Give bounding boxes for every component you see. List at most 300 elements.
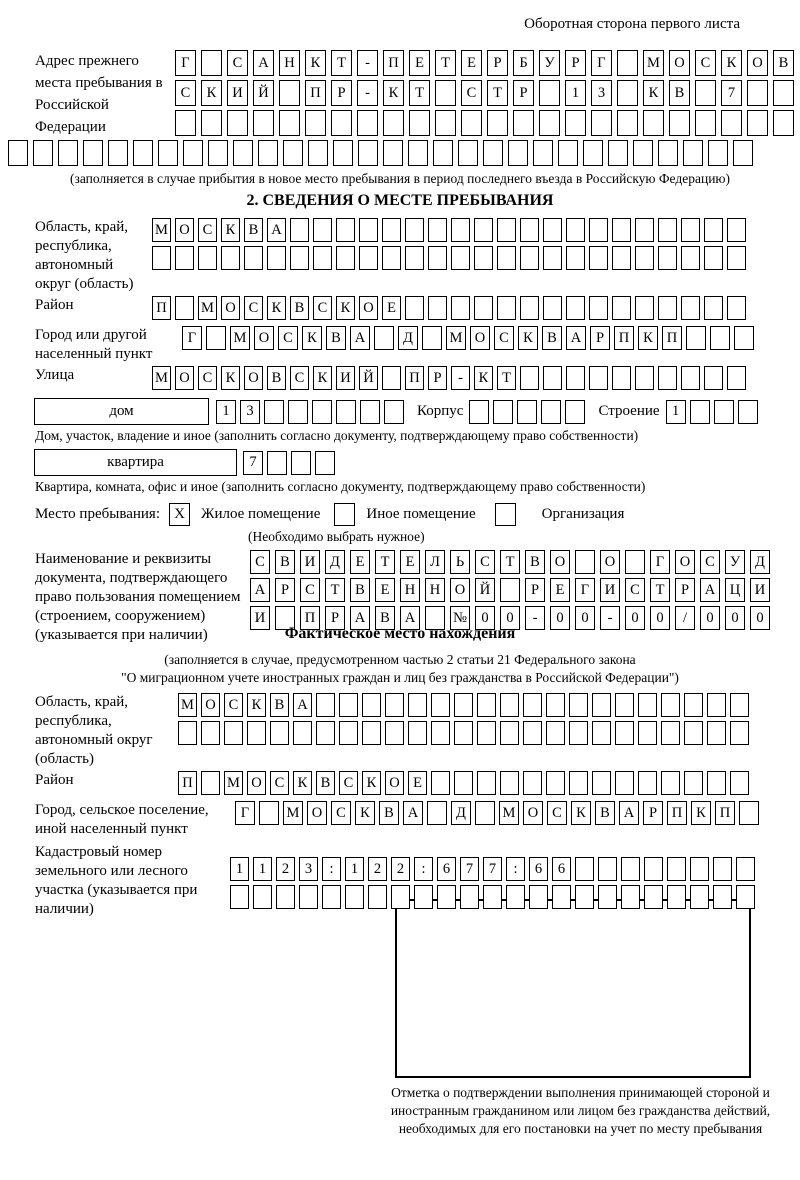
char-box[interactable]: И [250, 606, 270, 630]
char-box[interactable] [279, 80, 300, 106]
char-box[interactable] [727, 296, 746, 320]
char-box[interactable] [566, 366, 585, 390]
char-box[interactable]: С [695, 50, 716, 76]
char-box[interactable] [362, 721, 381, 745]
char-box[interactable] [608, 140, 628, 166]
char-box[interactable]: И [336, 366, 355, 390]
char-box[interactable] [230, 885, 249, 909]
char-box[interactable] [707, 771, 726, 795]
char-box[interactable]: М [230, 326, 250, 350]
char-box[interactable] [543, 246, 562, 270]
char-box[interactable] [474, 296, 493, 320]
char-box[interactable] [458, 140, 478, 166]
char-box[interactable]: К [474, 366, 493, 390]
char-box[interactable] [617, 50, 638, 76]
char-box[interactable]: - [357, 50, 378, 76]
char-box[interactable]: С [244, 296, 263, 320]
char-box[interactable] [635, 246, 654, 270]
char-box[interactable]: К [643, 80, 664, 106]
char-box[interactable]: А [350, 606, 370, 630]
char-box[interactable] [247, 721, 266, 745]
char-box[interactable]: К [302, 326, 322, 350]
char-box[interactable] [385, 721, 404, 745]
char-box[interactable]: 7 [483, 857, 502, 881]
char-box[interactable]: С [198, 366, 217, 390]
char-box[interactable] [681, 218, 700, 242]
char-box[interactable]: 0 [575, 606, 595, 630]
char-box[interactable] [520, 218, 539, 242]
char-box[interactable] [690, 857, 709, 881]
char-box[interactable] [727, 218, 746, 242]
char-box[interactable] [221, 246, 240, 270]
char-box[interactable] [385, 693, 404, 717]
char-box[interactable] [591, 110, 612, 136]
char-box[interactable]: Т [325, 578, 345, 602]
char-box[interactable] [638, 771, 657, 795]
char-box[interactable]: Е [461, 50, 482, 76]
char-box[interactable] [435, 80, 456, 106]
char-box[interactable] [405, 296, 424, 320]
char-box[interactable]: 6 [437, 857, 456, 881]
char-box[interactable]: К [638, 326, 658, 350]
char-box[interactable] [451, 296, 470, 320]
char-box[interactable] [615, 693, 634, 717]
char-box[interactable]: У [725, 550, 745, 574]
char-box[interactable]: Е [382, 296, 401, 320]
char-box[interactable] [661, 721, 680, 745]
char-box[interactable] [408, 721, 427, 745]
char-box[interactable]: О [470, 326, 490, 350]
char-box[interactable] [305, 110, 326, 136]
char-box[interactable]: О [244, 366, 263, 390]
char-box[interactable]: 1 [216, 400, 236, 424]
char-box[interactable]: В [773, 50, 794, 76]
char-box[interactable] [569, 693, 588, 717]
char-box[interactable] [454, 771, 473, 795]
char-box[interactable] [270, 721, 289, 745]
char-box[interactable] [500, 771, 519, 795]
char-box[interactable]: Р [325, 606, 345, 630]
char-box[interactable] [658, 366, 677, 390]
char-box[interactable]: Й [253, 80, 274, 106]
char-box[interactable]: П [305, 80, 326, 106]
char-box[interactable]: С [175, 80, 196, 106]
char-box[interactable] [382, 246, 401, 270]
char-box[interactable]: П [405, 366, 424, 390]
char-box[interactable] [500, 721, 519, 745]
char-box[interactable] [358, 140, 378, 166]
char-box[interactable] [658, 218, 677, 242]
char-box[interactable] [734, 326, 754, 350]
char-box[interactable] [291, 451, 311, 475]
char-box[interactable] [704, 296, 723, 320]
char-box[interactable]: Ь [450, 550, 470, 574]
char-box[interactable] [644, 857, 663, 881]
char-box[interactable]: В [290, 296, 309, 320]
char-box[interactable]: П [662, 326, 682, 350]
char-box[interactable]: А [253, 50, 274, 76]
char-box[interactable] [336, 218, 355, 242]
char-box[interactable]: О [600, 550, 620, 574]
char-box[interactable] [730, 721, 749, 745]
char-box[interactable] [686, 326, 706, 350]
char-box[interactable]: М [152, 366, 171, 390]
char-box[interactable]: Н [400, 578, 420, 602]
char-box[interactable]: 0 [625, 606, 645, 630]
char-box[interactable] [714, 400, 734, 424]
char-box[interactable] [669, 110, 690, 136]
char-box[interactable]: И [600, 578, 620, 602]
char-box[interactable]: № [450, 606, 470, 630]
char-box[interactable] [58, 140, 78, 166]
char-box[interactable] [523, 693, 542, 717]
char-box[interactable] [566, 296, 585, 320]
char-box[interactable] [409, 110, 430, 136]
char-box[interactable] [83, 140, 103, 166]
checkbox-residential[interactable]: X [169, 503, 190, 526]
char-box[interactable] [201, 771, 220, 795]
char-box[interactable]: К [362, 771, 381, 795]
char-box[interactable] [483, 885, 502, 909]
char-box[interactable] [264, 400, 284, 424]
char-box[interactable] [293, 721, 312, 745]
char-box[interactable] [474, 218, 493, 242]
char-box[interactable] [201, 110, 222, 136]
char-box[interactable]: Т [331, 50, 352, 76]
char-box[interactable] [520, 366, 539, 390]
char-box[interactable] [543, 296, 562, 320]
char-box[interactable] [437, 885, 456, 909]
char-box[interactable]: 1 [666, 400, 686, 424]
char-box[interactable]: О [669, 50, 690, 76]
char-box[interactable] [739, 801, 759, 825]
char-box[interactable]: В [542, 326, 562, 350]
char-box[interactable] [730, 693, 749, 717]
char-box[interactable]: Т [500, 550, 520, 574]
char-box[interactable]: К [247, 693, 266, 717]
char-box[interactable] [569, 771, 588, 795]
char-box[interactable]: П [715, 801, 735, 825]
char-box[interactable] [661, 693, 680, 717]
char-box[interactable]: В [275, 550, 295, 574]
char-box[interactable]: С [224, 693, 243, 717]
char-box[interactable] [681, 246, 700, 270]
char-box[interactable] [428, 246, 447, 270]
char-box[interactable]: - [357, 80, 378, 106]
char-box[interactable]: М [499, 801, 519, 825]
char-box[interactable] [339, 721, 358, 745]
char-box[interactable] [543, 366, 562, 390]
char-box[interactable]: В [326, 326, 346, 350]
char-box[interactable] [333, 140, 353, 166]
char-box[interactable]: С [339, 771, 358, 795]
char-box[interactable]: О [254, 326, 274, 350]
char-box[interactable] [612, 246, 631, 270]
char-box[interactable] [598, 885, 617, 909]
char-box[interactable] [454, 721, 473, 745]
char-box[interactable] [575, 857, 594, 881]
char-box[interactable]: О [385, 771, 404, 795]
char-box[interactable]: С [278, 326, 298, 350]
char-box[interactable] [267, 451, 287, 475]
char-box[interactable]: А [250, 578, 270, 602]
char-box[interactable] [617, 110, 638, 136]
char-box[interactable]: 0 [750, 606, 770, 630]
char-box[interactable] [8, 140, 28, 166]
char-box[interactable]: О [523, 801, 543, 825]
char-box[interactable]: В [244, 218, 263, 242]
char-box[interactable]: Л [425, 550, 445, 574]
char-box[interactable] [461, 110, 482, 136]
char-box[interactable] [617, 80, 638, 106]
char-box[interactable] [33, 140, 53, 166]
char-box[interactable]: Е [400, 550, 420, 574]
char-box[interactable]: В [669, 80, 690, 106]
char-box[interactable]: К [293, 771, 312, 795]
char-box[interactable] [667, 857, 686, 881]
char-box[interactable] [345, 885, 364, 909]
char-box[interactable] [198, 246, 217, 270]
char-box[interactable]: О [247, 771, 266, 795]
char-box[interactable]: С [290, 366, 309, 390]
char-box[interactable]: 7 [721, 80, 742, 106]
char-box[interactable]: В [316, 771, 335, 795]
char-box[interactable]: 3 [240, 400, 260, 424]
char-box[interactable] [635, 218, 654, 242]
char-box[interactable] [658, 296, 677, 320]
char-box[interactable] [360, 400, 380, 424]
char-box[interactable] [487, 110, 508, 136]
char-box[interactable]: В [375, 606, 395, 630]
char-box[interactable] [175, 110, 196, 136]
char-box[interactable]: Е [550, 578, 570, 602]
char-box[interactable]: О [359, 296, 378, 320]
char-box[interactable]: К [721, 50, 742, 76]
char-box[interactable]: М [224, 771, 243, 795]
char-box[interactable]: Р [675, 578, 695, 602]
checkbox-other-premises[interactable] [334, 503, 355, 526]
char-box[interactable] [224, 721, 243, 745]
char-box[interactable]: Р [428, 366, 447, 390]
char-box[interactable] [474, 246, 493, 270]
char-box[interactable] [208, 140, 228, 166]
char-box[interactable] [175, 246, 194, 270]
char-box[interactable] [427, 801, 447, 825]
char-box[interactable] [253, 885, 272, 909]
char-box[interactable] [408, 693, 427, 717]
char-box[interactable] [506, 885, 525, 909]
char-box[interactable]: А [619, 801, 639, 825]
char-box[interactable] [359, 218, 378, 242]
char-box[interactable] [708, 140, 728, 166]
char-box[interactable]: П [667, 801, 687, 825]
char-box[interactable] [500, 693, 519, 717]
char-box[interactable]: С [700, 550, 720, 574]
char-box[interactable] [253, 110, 274, 136]
char-box[interactable]: Р [525, 578, 545, 602]
char-box[interactable]: О [450, 578, 470, 602]
char-box[interactable]: О [201, 693, 220, 717]
char-box[interactable] [684, 771, 703, 795]
char-box[interactable] [747, 110, 768, 136]
char-box[interactable]: К [336, 296, 355, 320]
char-box[interactable] [500, 578, 520, 602]
char-box[interactable]: С [331, 801, 351, 825]
char-box[interactable] [108, 140, 128, 166]
char-box[interactable] [644, 885, 663, 909]
char-box[interactable] [497, 246, 516, 270]
char-box[interactable]: С [625, 578, 645, 602]
char-box[interactable]: П [300, 606, 320, 630]
char-box[interactable] [382, 366, 401, 390]
char-box[interactable]: Д [398, 326, 418, 350]
char-box[interactable] [589, 366, 608, 390]
char-box[interactable]: В [267, 366, 286, 390]
char-box[interactable] [704, 366, 723, 390]
char-box[interactable] [615, 771, 634, 795]
char-box[interactable]: С [300, 578, 320, 602]
char-box[interactable] [201, 50, 222, 76]
char-box[interactable]: Г [575, 578, 595, 602]
char-box[interactable] [433, 140, 453, 166]
char-box[interactable] [598, 857, 617, 881]
char-box[interactable] [178, 721, 197, 745]
char-box[interactable] [635, 296, 654, 320]
char-box[interactable]: Р [513, 80, 534, 106]
char-box[interactable] [477, 693, 496, 717]
char-box[interactable] [592, 771, 611, 795]
char-box[interactable]: К [305, 50, 326, 76]
char-box[interactable]: Е [350, 550, 370, 574]
char-box[interactable] [747, 80, 768, 106]
char-box[interactable] [681, 296, 700, 320]
char-box[interactable]: : [414, 857, 433, 881]
char-box[interactable] [288, 400, 308, 424]
char-box[interactable] [539, 110, 560, 136]
char-box[interactable] [704, 218, 723, 242]
char-box[interactable]: П [178, 771, 197, 795]
char-box[interactable] [175, 296, 194, 320]
char-box[interactable]: С [494, 326, 514, 350]
char-box[interactable] [513, 110, 534, 136]
char-box[interactable] [727, 366, 746, 390]
char-box[interactable]: К [383, 80, 404, 106]
char-box[interactable] [681, 366, 700, 390]
char-box[interactable]: 1 [565, 80, 586, 106]
char-box[interactable] [422, 326, 442, 350]
char-box[interactable]: 7 [243, 451, 263, 475]
char-box[interactable]: Р [275, 578, 295, 602]
char-box[interactable]: 6 [529, 857, 548, 881]
char-box[interactable] [710, 326, 730, 350]
char-box[interactable]: О [221, 296, 240, 320]
char-box[interactable]: И [227, 80, 248, 106]
char-box[interactable] [520, 246, 539, 270]
char-box[interactable]: С [250, 550, 270, 574]
char-box[interactable] [565, 400, 585, 424]
char-box[interactable] [368, 885, 387, 909]
char-box[interactable] [690, 885, 709, 909]
char-box[interactable] [713, 885, 732, 909]
char-box[interactable] [405, 246, 424, 270]
checkbox-organization[interactable] [495, 503, 516, 526]
char-box[interactable] [428, 218, 447, 242]
char-box[interactable] [359, 246, 378, 270]
char-box[interactable] [635, 366, 654, 390]
char-box[interactable]: 0 [500, 606, 520, 630]
char-box[interactable] [497, 296, 516, 320]
char-box[interactable] [707, 721, 726, 745]
char-box[interactable] [736, 885, 755, 909]
char-box[interactable]: О [747, 50, 768, 76]
char-box[interactable] [183, 140, 203, 166]
char-box[interactable]: Б [513, 50, 534, 76]
char-box[interactable]: 2 [368, 857, 387, 881]
char-box[interactable] [529, 885, 548, 909]
char-box[interactable]: Г [235, 801, 255, 825]
char-box[interactable] [382, 218, 401, 242]
char-box[interactable]: О [175, 218, 194, 242]
char-box[interactable] [158, 140, 178, 166]
char-box[interactable] [633, 140, 653, 166]
char-box[interactable] [707, 693, 726, 717]
char-box[interactable]: 7 [460, 857, 479, 881]
char-box[interactable] [258, 140, 278, 166]
char-box[interactable]: П [383, 50, 404, 76]
char-box[interactable] [621, 885, 640, 909]
char-box[interactable] [428, 296, 447, 320]
char-box[interactable]: Т [409, 80, 430, 106]
char-box[interactable] [384, 400, 404, 424]
char-box[interactable]: Й [475, 578, 495, 602]
char-box[interactable]: Г [175, 50, 196, 76]
char-box[interactable]: К [518, 326, 538, 350]
char-box[interactable]: Н [279, 50, 300, 76]
char-box[interactable] [336, 400, 356, 424]
char-box[interactable] [267, 246, 286, 270]
char-box[interactable] [431, 693, 450, 717]
char-box[interactable]: Е [409, 50, 430, 76]
char-box[interactable]: А [267, 218, 286, 242]
char-box[interactable] [339, 693, 358, 717]
char-box[interactable] [643, 110, 664, 136]
char-box[interactable]: Р [487, 50, 508, 76]
char-box[interactable]: Ц [725, 578, 745, 602]
char-box[interactable] [315, 451, 335, 475]
char-box[interactable] [684, 693, 703, 717]
char-box[interactable] [454, 693, 473, 717]
char-box[interactable] [313, 218, 332, 242]
char-box[interactable] [374, 326, 394, 350]
char-box[interactable]: С [198, 218, 217, 242]
char-box[interactable] [667, 885, 686, 909]
char-box[interactable]: М [283, 801, 303, 825]
char-box[interactable] [523, 721, 542, 745]
char-box[interactable] [493, 400, 513, 424]
char-box[interactable]: Т [435, 50, 456, 76]
char-box[interactable]: А [350, 326, 370, 350]
char-box[interactable] [391, 885, 410, 909]
char-box[interactable] [733, 140, 753, 166]
char-box[interactable] [383, 140, 403, 166]
char-box[interactable]: О [550, 550, 570, 574]
char-box[interactable] [259, 801, 279, 825]
char-box[interactable]: С [313, 296, 332, 320]
char-box[interactable] [435, 110, 456, 136]
char-box[interactable] [477, 721, 496, 745]
char-box[interactable] [695, 80, 716, 106]
char-box[interactable]: 0 [650, 606, 670, 630]
